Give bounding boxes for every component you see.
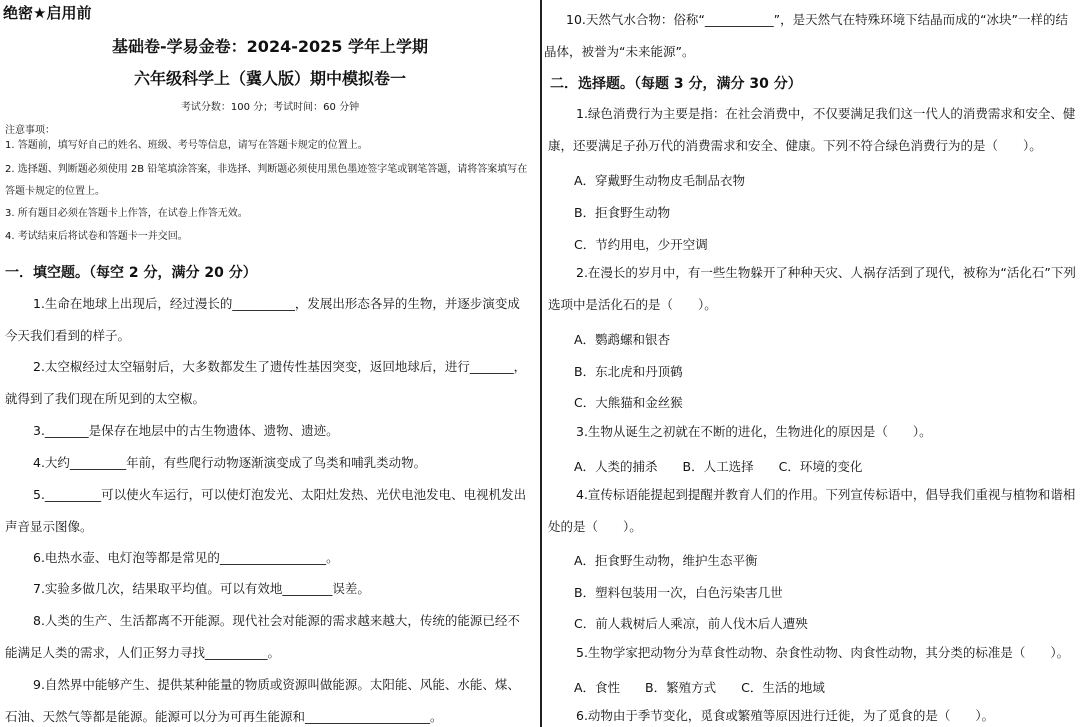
section1-heading: 一．填空题。（每空 2 分，满分 20 分） bbox=[5, 265, 257, 281]
fill-question-10: 10.天然气水合物：俗称“___________”，是天然气在特殊环境下结晶而成的“冰块”一样的结晶体，被誉为“未来能源”。 bbox=[544, 12, 1069, 59]
choice-option: A．拒食野生动物，维护生态平衡 bbox=[574, 553, 758, 568]
choice-question-5: 5.生物学家把动物分为草食性动物、杂食性动物、肉食性动物，其分类的标准是（ ）。 bbox=[576, 645, 1070, 660]
notes-heading: 注意事项： bbox=[5, 125, 55, 136]
note-item: 1. 答题前，填写好自己的姓名、班级、考号等信息，请写在答题卡规定的位置上。 bbox=[5, 140, 368, 151]
right-column bbox=[544, 0, 1080, 727]
fill-question-5: 5._________可以使火车运行，可以使灯泡发光、太阳灶发热、光伏电池发电、电视机发出声音显示图像。 bbox=[5, 487, 527, 534]
choice-option: A．鹦鹉螺和银杏 bbox=[574, 332, 671, 347]
choice-option: C．节约用电，少开空调 bbox=[574, 237, 708, 252]
fill-question-1: 1.生命在地球上出现后，经过漫长的__________，发展出形态各异的生物，并逐步演变成今天我们看到的样子。 bbox=[5, 296, 520, 343]
fill-question-2: 2.太空椒经过太空辐射后，大多数都发生了遗传性基因突变，返回地球后，进行_______，就得到了我们现在所见到的太空椒。 bbox=[5, 359, 527, 406]
choice-question-1: 1.绿色消费行为主要是指：在社会消费中，不仅要满足我们这一代人的消费需求和安全、健康，还要满足子孙万代的消费需求和安全、健康。下列不符合绿色消费行为的是（ ）。 bbox=[548, 106, 1076, 153]
note-item: 2. 选择题、判断题必须使用 2B 铅笔填涂答案，非选择、判断题必须使用黑色墨迹签字笔或钢笔答题，请将答案填写在答题卡规定的位置上。 bbox=[5, 164, 528, 197]
choice-option: A．人类的捕杀 B．人工选择 C．环境的变化 bbox=[574, 459, 863, 474]
column-divider bbox=[540, 0, 542, 727]
fill-question-8: 8.人类的生产、生活都离不开能源。现代社会对能源的需求越来越大，传统的能源已经不能满足人类的需求，人们正努力寻找__________。 bbox=[5, 613, 520, 660]
fill-question-4: 4.大约_________年前，有些爬行动物逐渐演变成了鸟类和哺乳类动物。 bbox=[33, 455, 427, 470]
exam-title: 基础卷-学易金卷：2024-2025 学年上学期 bbox=[112, 37, 428, 56]
choice-option: A．穿戴野生动物皮毛制品衣物 bbox=[574, 173, 746, 188]
choice-question-2: 2.在漫长的岁月中，有一些生物躲开了种种天灾、人祸存活到了现代，被称为“活化石”下列选项中是活化石的是（ ）。 bbox=[548, 265, 1076, 312]
fill-question-6: 6.电热水壶、电灯泡等都是常见的_________________。 bbox=[33, 550, 339, 565]
choice-option: B．塑料包装用一次，白色污染害几世 bbox=[574, 585, 783, 600]
choice-option: C．前人栽树后人乘凉，前人伐木后人遭殃 bbox=[574, 616, 808, 631]
choice-question-3: 3.生物从诞生之初就在不断的进化，生物进化的原因是（ ）。 bbox=[576, 424, 932, 439]
fill-question-3: 3._______是保存在地层中的古生物遗体、遗物、遗迹。 bbox=[33, 423, 339, 438]
note-item: 3. 所有题目必须在答题卡上作答，在试卷上作答无效。 bbox=[5, 208, 248, 219]
choice-option: B．拒食野生动物 bbox=[574, 205, 671, 220]
choice-question-4: 4.宣传标语能提起到提醒并教育人们的作用。下列宣传标语中，倡导我们重视与植物和谐相处的是（ ）。 bbox=[548, 487, 1076, 534]
note-item: 4. 考试结束后将试卷和答题卡一并交回。 bbox=[5, 231, 188, 242]
section2-heading: 二．选择题。（每题 3 分，满分 30 分） bbox=[550, 76, 802, 92]
fill-question-9: 9.自然界中能够产生、提供某种能量的物质或资源叫做能源。太阳能、风能、水能、煤、石油、天然气等都是能源。能源可以分为可再生能源和____________________。 bbox=[5, 677, 520, 724]
choice-option: B．东北虎和丹顶鹤 bbox=[574, 364, 683, 379]
choice-option: C．大熊猫和金丝猴 bbox=[574, 395, 683, 410]
fill-question-7: 7.实验多做几次，结果取平均值。可以有效地________误差。 bbox=[33, 581, 370, 596]
secret-label: 绝密★启用前 bbox=[3, 4, 92, 22]
exam-subtitle: 六年级科学上（冀人版）期中模拟卷一 bbox=[133, 69, 406, 88]
choice-option: A．食性 B．繁殖方式 C．生活的地域 bbox=[574, 680, 825, 695]
exam-meta: 考试分数：100 分；考试时间：60 分钟 bbox=[180, 102, 360, 113]
choice-question-6: 6.动物由于季节变化，觅食或繁殖等原因进行迁徙，为了觅食的是（ ）。 bbox=[576, 708, 995, 723]
